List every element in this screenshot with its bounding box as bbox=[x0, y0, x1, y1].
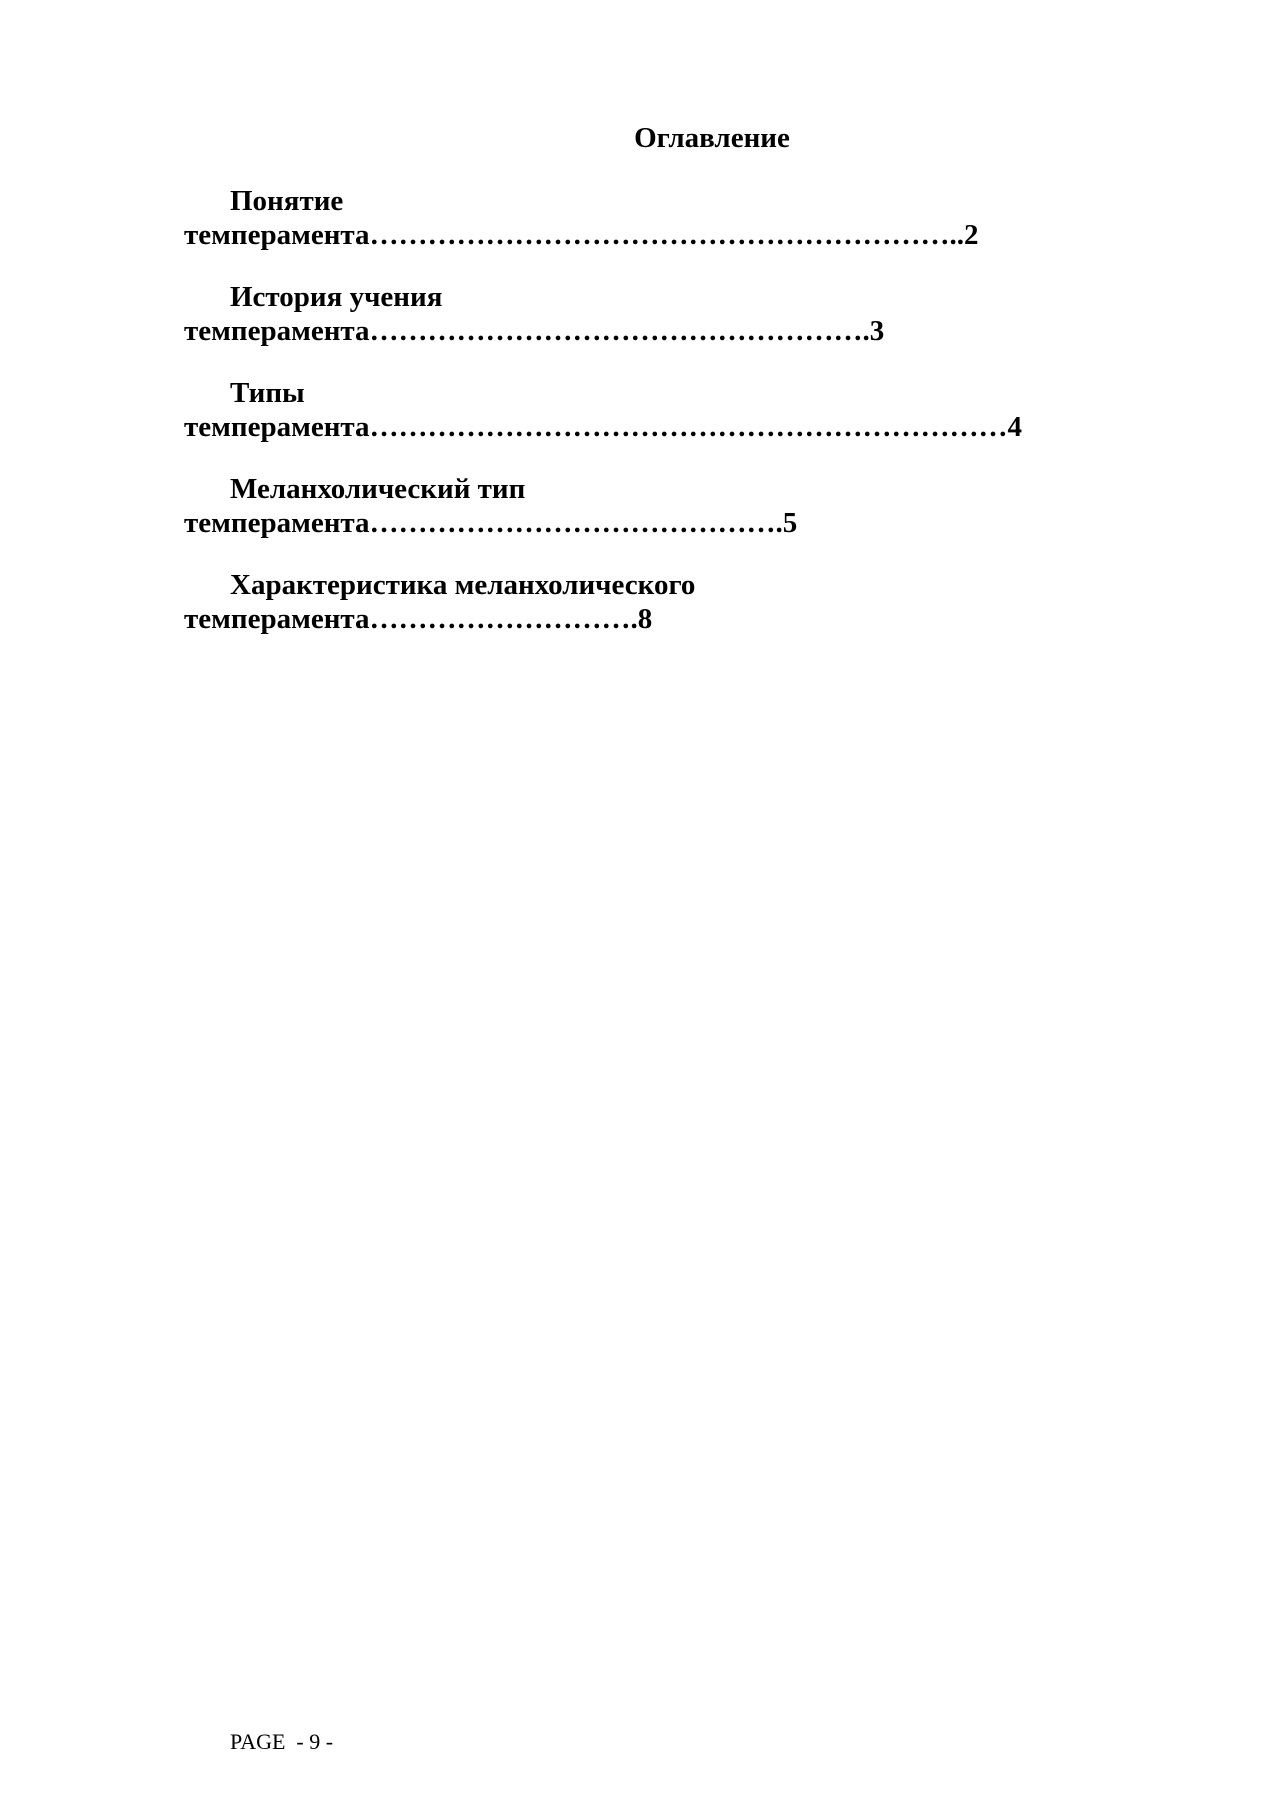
toc-entry-continuation: темперамента…………………………………………….3 bbox=[184, 315, 885, 347]
page-footer: PAGE - 9 - bbox=[230, 1729, 334, 1754]
toc-entry-heading: Характеристика меланхолического bbox=[230, 569, 696, 601]
toc-entry bbox=[184, 280, 1104, 348]
toc-entry-heading: История учения bbox=[230, 281, 443, 313]
toc-entry-heading: Меланхолический тип bbox=[230, 473, 526, 505]
toc-entry bbox=[184, 184, 1104, 252]
toc-entry-heading: Понятие bbox=[230, 185, 344, 217]
toc-entry bbox=[184, 568, 1104, 636]
toc-list bbox=[184, 184, 1104, 664]
toc-entry-continuation: темперамента……………………….8 bbox=[184, 603, 653, 635]
toc-entry-heading: Типы bbox=[230, 377, 305, 409]
toc-title: Оглавление bbox=[634, 122, 790, 154]
toc-entry-continuation: темперамента……………………………………………………..2 bbox=[184, 219, 979, 251]
toc-entry bbox=[184, 472, 1104, 540]
toc-entry-continuation: темперамента…………………………………………………………4 bbox=[184, 411, 1023, 443]
toc-entry-continuation: темперамента…………………………………….5 bbox=[184, 507, 798, 539]
toc-entry bbox=[184, 376, 1104, 444]
